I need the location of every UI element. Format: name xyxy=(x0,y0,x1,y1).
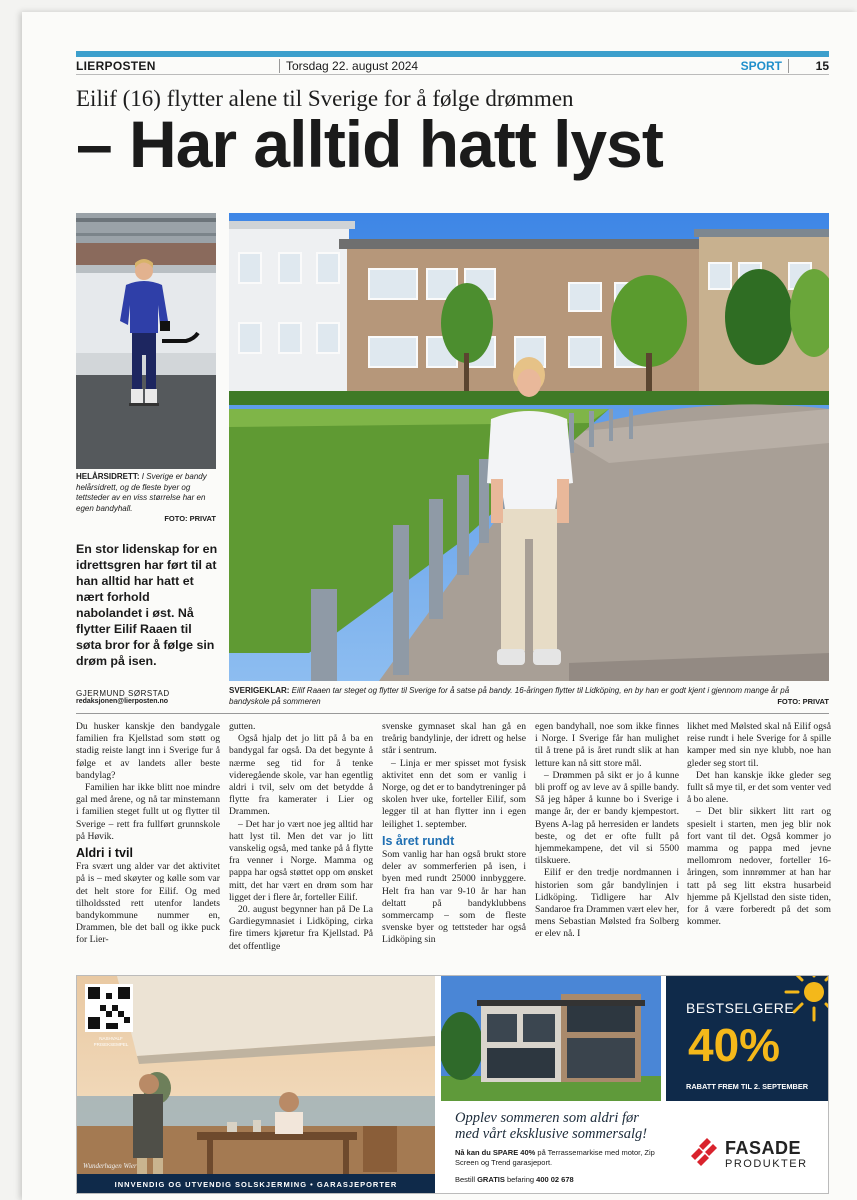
body-paragraph: Også hjalp det jo litt på å ba en bandygal far også. Da det begynte å nærme seg tid for å tenke videregående skole, var han egentlig aldri i tvil, selv om det betydde å flytte fra kamerater i Lier og Drammen. xyxy=(229,733,373,818)
ad-photo-terrace xyxy=(77,976,435,1194)
body-paragraph: likhet med Mølsted skal nå Eilif også reise rundt i hele Sverige for å spille kamper med sin nye klubb, noe han gleder seg stort til. xyxy=(687,721,831,769)
page-header xyxy=(76,58,829,75)
column-divider xyxy=(76,713,829,714)
body-paragraph: Eilif er den tredje nordmannen i historien som går bandylinjen i Lidköping. Tidligere har Alv Sandaroe fra Drammen vært elev her, mens Sebastian Mølsted fra Solberg er elev nå. I xyxy=(535,867,679,940)
qr-code[interactable] xyxy=(85,984,133,1032)
body-paragraph: – Det har jo vært noe jeg alltid har hatt lyst til. Men det var jo litt vanskelig også, med tanke på å flytte fra venner i Norge. Mamma og pappa har også støttet opp om ønsket mitt, det har vært en drøm som har ligget der i flere år, forteller Eilif. xyxy=(229,818,373,903)
advertisement[interactable] xyxy=(76,975,829,1194)
ad-signature: Wunderhagen Wier xyxy=(83,1162,137,1170)
booking-mid: befaring xyxy=(504,1175,537,1184)
main-caption-text: Eilif Raaen tar steget og flytter til Sverige for å satse på bandy. 16-åringen flytter til Lidköping, en by han er godt kjent i gjennom mange år på bandyskole på sommeren xyxy=(229,686,790,706)
byline-email: redaksjonen@lierposten.no xyxy=(76,698,169,705)
ad-offer-text: på Terrassemarkise med motor, Zip Screen og Trend garasjeport. xyxy=(455,1148,655,1167)
qr-code-icon xyxy=(88,987,130,1029)
ad-offer xyxy=(455,1148,670,1168)
small-caption-label: HELÅRSIDRETT: xyxy=(76,472,140,481)
ad-product-strip: INNVENDIG OG UTVENDIG SOLSKJERMING • GARASJEPORTER xyxy=(77,1174,435,1194)
ad-slogan-line: Opplev sommeren som aldri før xyxy=(455,1110,639,1126)
body-column-3 xyxy=(382,721,526,947)
ad-booking xyxy=(455,1175,574,1184)
fasade-logo-icon xyxy=(687,1138,719,1170)
ad-phone-number[interactable]: 400 02 678 xyxy=(536,1175,574,1184)
subheading: Is året rundt xyxy=(382,833,455,848)
article-ingress: En stor lidenskap for en idrettsgren har ført til at han alltid har hatt et nært forhold nabolandet i øst. Nå flytter Eilif Raaen til søta bror for å følge sin drøm på isen. xyxy=(76,542,218,668)
body-column-1 xyxy=(76,721,220,947)
body-paragraph: Som vanlig har han også brukt store deler av sommerferien på isen, i byen med rundt 25000 innbyggere. Helt fra han var 9-10 år har han deltatt på bandyklubbens sommercamp – som de fleste svenske byer og tettsteder har også Lidköping sin xyxy=(382,849,526,946)
main-photo-caption xyxy=(229,685,829,707)
article-kicker: Eilif (16) flytter alene til Sverige for å følge drømmen xyxy=(76,86,574,111)
body-paragraph: – Linja er mer spisset mot fysisk aktivitet enn det som er vanlig i Norge, og det er to bandytreninger på skolen hver uke, forteller Eilif, som legger til at han flytter inn i egen leilighet 1. september. xyxy=(382,757,526,830)
header-color-bar xyxy=(76,51,829,57)
rink-photo-illustration xyxy=(76,213,216,469)
article-headline: – Har alltid hatt lyst xyxy=(76,107,663,181)
qr-label: NASHVALF PRISEKSEMPEL xyxy=(93,1036,129,1047)
ad-slogan xyxy=(455,1110,647,1142)
logo-text-line1: FASADE xyxy=(725,1138,802,1158)
body-paragraph: Du husker kanskje den bandygale familien fra Kjellstad som støtt og stadig reiste langt inn i Sverige fur å følge et av landets aller beste bandylag? xyxy=(76,721,220,781)
issue-date: Torsdag 22. august 2024 xyxy=(279,59,418,73)
body-paragraph: svenske gymnaset skal han gå en treårig bandylinje, der idrett og helse står i sentrum. xyxy=(382,721,526,757)
body-paragraph: gutten. xyxy=(229,721,256,732)
ad-photo-house xyxy=(441,976,661,1101)
main-photo-illustration xyxy=(229,213,829,681)
body-paragraph: Familien har ikke blitt noe mindre gal med årene, og nå tar minstemann i familien steget fullt ut og flytter til Sverige – rett fra fullført grunnskole på Høvik. xyxy=(76,782,220,842)
booking-free: GRATIS xyxy=(477,1175,505,1184)
logo-text-line2: PRODUKTER xyxy=(725,1158,808,1170)
body-paragraph: Det han kanskje ikke gleder seg fullt så mye til, er det som venter ved å bo alene. xyxy=(687,769,831,806)
byline-name: GJERMUND SØRSTAD xyxy=(76,689,170,698)
small-caption-text: I Sverige er bandy helårsidrett, og de fleste byer og tettsteder av en viss størrelse har en egen bandyhall. xyxy=(76,472,207,513)
ad-offer-bold: Nå kan du SPARE 40% xyxy=(455,1148,536,1157)
discount-until: RABATT FREM TIL 2. SEPTEMBER xyxy=(686,1082,809,1091)
small-photo-caption xyxy=(76,472,216,525)
body-column-5 xyxy=(687,721,831,928)
body-paragraph: – Drømmen på sikt er jo å kunne bli proff og av leve av å spille bandy. Så jeg håper å kunne bo i Sverige i mange år, der er bandy kjempestort. Byens A-lag på herresiden er landets beste, og det er ofte fullt på hjemmekampene, det vil si 5500 tilskuere. xyxy=(535,769,679,867)
discount-percent: 40% xyxy=(688,1019,781,1071)
body-paragraph: 20. august begynner han på De La Gardiegymnasiet i Lidköping, cirka fire timers kjøretur fra Kjellstad. På det offentlige xyxy=(229,904,373,952)
subheading: Aldri i tvil xyxy=(76,846,133,861)
main-photo-credit: FOTO: PRIVAT xyxy=(777,697,829,706)
ad-house-illustration xyxy=(441,976,661,1101)
newspaper-name: LIERPOSTEN xyxy=(76,59,156,73)
body-paragraph: – Det blir sikkert litt rart og spesielt i starten, men jeg blir nok fort vant til det. Også kommer jo mamma og pappa med jevne mellomrom nedover, forteller 16-åringen, som innrømmer at han har tatt på seg litt ekstra husarbeid hjemme på Kjellstad den siste tiden, for å være forberedt på det som kommer. xyxy=(687,806,831,928)
byline xyxy=(76,689,218,705)
body-paragraph: Fra svært ung alder var det aktivitet på is – med skøyter og kølle som var det helt store for Eilif. Og med tilholdssted rett utenfor landets bandykommune nummer en, Drammen, ble det ball og ikke puck for Lier- xyxy=(76,861,220,946)
body-column-2 xyxy=(229,721,373,953)
main-caption-label: SVERIGEKLAR: xyxy=(229,686,290,695)
body-column-4 xyxy=(535,721,679,941)
ad-discount-panel xyxy=(666,976,829,1101)
body-paragraph: egen bandyhall, noe som ikke finnes i Norge. I Sverige får han mulighet til å trene på is året rundt slik at han letture kan nå sitt store mål. xyxy=(535,721,679,769)
bestsellers-label: BESTSELGERE xyxy=(686,1000,795,1016)
small-photo-credit: FOTO: PRIVAT xyxy=(164,514,216,523)
fasade-produkter-logo[interactable] xyxy=(685,1134,825,1174)
booking-prefix: Bestill xyxy=(455,1175,478,1184)
main-photo xyxy=(229,213,829,681)
section-label: SPORT xyxy=(741,59,789,73)
ad-slogan-line: med vårt eksklusive sommersalg! xyxy=(455,1126,648,1142)
rink-photo xyxy=(76,213,216,469)
ad-text-panel xyxy=(441,1104,829,1194)
page-number: 15 xyxy=(815,59,829,73)
